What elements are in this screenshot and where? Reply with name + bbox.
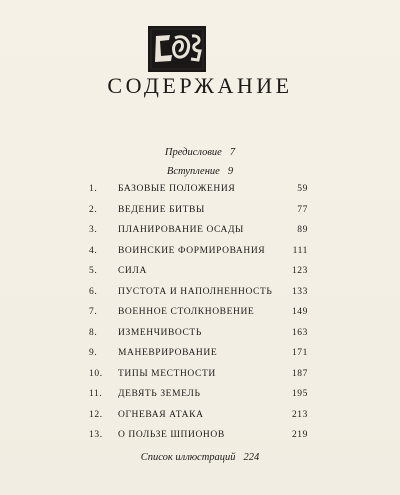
chapter-page: 219 <box>291 430 308 440</box>
toc-row <box>0 184 400 200</box>
chapter-number: 13. <box>89 430 103 440</box>
chapter-title: СИЛА <box>118 266 147 276</box>
chapter-title: ВОИНСКИЕ ФОРМИРОВАНИЯ <box>118 245 266 256</box>
chapter-title: МАНЕВРИРОВАНИЕ <box>118 348 218 358</box>
introduction-entry <box>0 166 400 177</box>
chapter-title: ПЛАНИРОВАНИЕ ОСАДЫ <box>118 225 244 235</box>
chapter-number: 3. <box>89 225 98 235</box>
chapter-page: 111 <box>292 245 308 256</box>
seal-emblem-icon <box>148 26 206 72</box>
chapter-number: 5. <box>89 266 98 276</box>
chapter-number: 8. <box>89 327 98 338</box>
chapter-title: О ПОЛЬЗЕ ШПИОНОВ <box>118 430 225 440</box>
toc-row <box>0 287 400 303</box>
chapter-page: 123 <box>291 266 308 276</box>
toc-row <box>0 225 400 241</box>
toc-row <box>0 307 400 323</box>
toc-row <box>0 389 400 405</box>
preface-label: Предисловие <box>164 147 222 158</box>
chapter-title: ИЗМЕНЧИВОСТЬ <box>118 327 202 338</box>
preface-entry <box>0 147 400 158</box>
chapter-number: 2. <box>89 204 98 215</box>
chapter-title: ВОЕННОЕ СТОЛКНОВЕНИЕ <box>118 307 255 317</box>
toc-row <box>0 205 400 221</box>
illustrations-page: 224 <box>243 452 260 463</box>
toc-row <box>0 266 400 282</box>
toc-row <box>0 369 400 385</box>
chapter-number: 6. <box>89 286 98 297</box>
chapter-number: 12. <box>89 409 103 420</box>
chapter-number: 7. <box>89 307 98 317</box>
chapter-title: ТИПЫ МЕСТНОСТИ <box>118 368 216 379</box>
chapter-page: 171 <box>291 348 308 358</box>
chapter-title: ВЕДЕНИЕ БИТВЫ <box>118 204 205 215</box>
toc-row <box>0 348 400 364</box>
chapter-number: 9. <box>89 348 98 358</box>
chapter-number: 11. <box>89 389 103 399</box>
chapter-title: ПУСТОТА И НАПОЛНЕННОСТЬ <box>118 286 273 297</box>
toc-row <box>0 410 400 426</box>
chapter-page: 195 <box>291 389 308 399</box>
chapter-page: 149 <box>291 307 308 317</box>
chapter-page: 187 <box>291 368 308 379</box>
chapter-number: 10. <box>89 368 103 379</box>
chapter-number: 1. <box>89 184 98 194</box>
chapter-title: ДЕВЯТЬ ЗЕМЕЛЬ <box>118 389 201 399</box>
chapter-page: 59 <box>297 184 308 194</box>
chapter-page: 163 <box>291 327 308 338</box>
chapter-number: 4. <box>89 245 98 256</box>
chapter-title: ОГНЕВАЯ АТАКА <box>118 409 204 420</box>
chapter-page: 133 <box>291 286 308 297</box>
illustrations-entry <box>0 452 400 463</box>
chapter-page: 213 <box>291 409 308 420</box>
preface-page: 7 <box>229 147 236 158</box>
toc-row <box>0 328 400 344</box>
chapter-page: 77 <box>297 204 308 215</box>
introduction-page: 9 <box>227 166 234 177</box>
toc-row <box>0 246 400 262</box>
chapter-page: 89 <box>297 225 308 235</box>
illustrations-label: Список иллюстраций <box>140 452 236 463</box>
chapter-title: БАЗОВЫЕ ПОЛОЖЕНИЯ <box>118 184 236 194</box>
page-title: СОДЕРЖАНИЕ <box>107 73 293 98</box>
introduction-label: Вступление <box>166 166 220 177</box>
toc-row <box>0 430 400 446</box>
